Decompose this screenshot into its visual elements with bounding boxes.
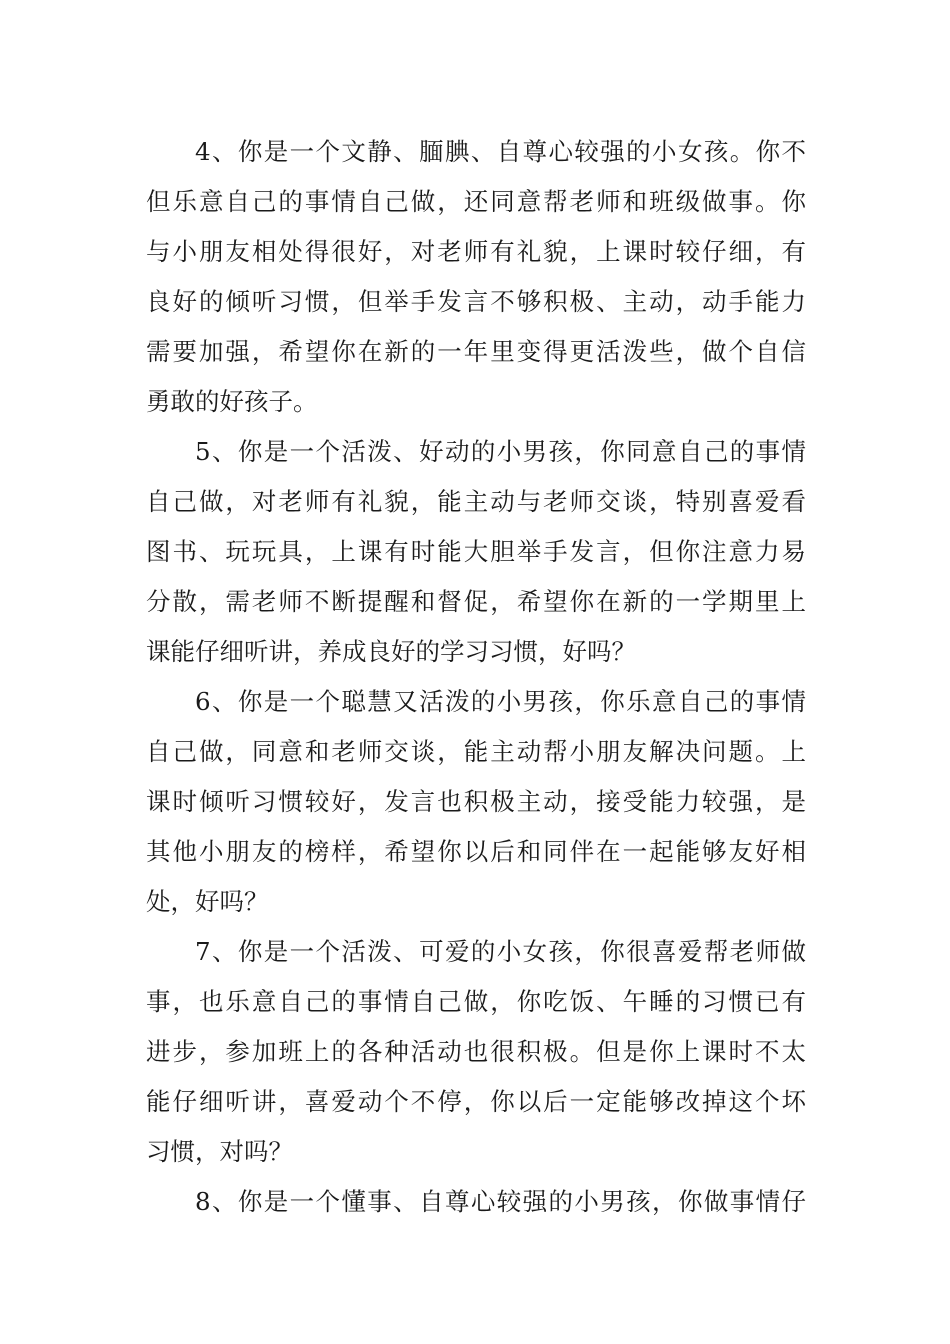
document-body (146, 127, 806, 1227)
paragraph-6 (146, 677, 806, 927)
paragraph-line: 图书、玩玩具，上课有时能大胆举手发言，但你注意力易 (146, 537, 806, 566)
paragraph-line: 6、你是一个聪慧又活泼的小男孩，你乐意自己的事情 (195, 687, 806, 716)
paragraph-line: 课时倾听习惯较好，发言也积极主动，接受能力较强，是 (146, 787, 806, 816)
paragraph-line: 勇敢的好孩子。 (146, 387, 318, 416)
paragraph-line: 处，好吗？ (146, 887, 269, 916)
paragraph-line: 与小朋友相处得很好，对老师有礼貌，上课时较仔细，有 (146, 237, 806, 266)
paragraph-5 (146, 427, 806, 677)
paragraph-line: 5、你是一个活泼、好动的小男孩，你同意自己的事情 (195, 437, 806, 466)
paragraph-line: 自己做，对老师有礼貌，能主动与老师交谈，特别喜爱看 (146, 487, 806, 516)
paragraph-line: 能仔细听讲，喜爱动个不停，你以后一定能够改掉这个坏 (146, 1087, 806, 1116)
paragraph-line: 但乐意自己的事情自己做，还同意帮老师和班级做事。你 (146, 187, 806, 216)
paragraph-line: 进步，参加班上的各种活动也很积极。但是你上课时不太 (146, 1037, 806, 1066)
paragraph-8 (146, 1177, 806, 1227)
paragraph-line: 课能仔细听讲，养成良好的学习习惯，好吗？ (146, 637, 636, 666)
paragraph-line: 良好的倾听习惯，但举手发言不够积极、主动，动手能力 (146, 287, 806, 316)
paragraph-line: 分散，需老师不断提醒和督促，希望你在新的一学期里上 (146, 587, 806, 616)
paragraph-4 (146, 127, 806, 427)
paragraph-line: 需要加强，希望你在新的一年里变得更活泼些，做个自信 (146, 337, 806, 366)
paragraph-7 (146, 927, 806, 1177)
paragraph-line: 自己做，同意和老师交谈，能主动帮小朋友解决问题。上 (146, 737, 806, 766)
paragraph-line: 8、你是一个懂事、自尊心较强的小男孩，你做事情仔 (195, 1187, 806, 1216)
paragraph-line: 其他小朋友的榜样，希望你以后和同伴在一起能够友好相 (146, 837, 806, 866)
paragraph-line: 7、你是一个活泼、可爱的小女孩，你很喜爱帮老师做 (195, 937, 806, 966)
paragraph-line: 事，也乐意自己的事情自己做，你吃饭、午睡的习惯已有 (146, 987, 806, 1016)
paragraph-line: 习惯，对吗？ (146, 1137, 293, 1166)
paragraph-line: 4、你是一个文静、腼腆、自尊心较强的小女孩。你不 (195, 137, 806, 166)
